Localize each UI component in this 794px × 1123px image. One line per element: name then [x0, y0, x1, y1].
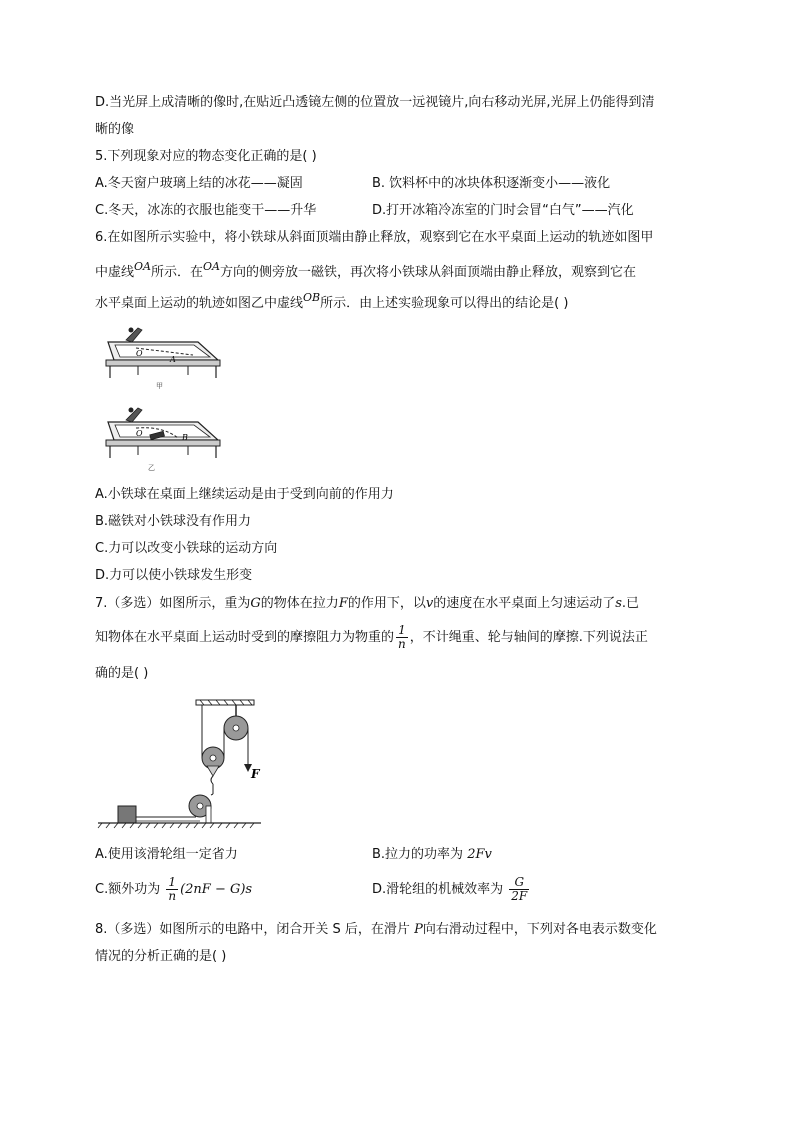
fraction-1-over-n: $\frac{1}{n}$ [398, 623, 406, 651]
q5-option-a[interactable]: A.冬天窗户玻璃上结的冰花——凝固 [95, 176, 303, 191]
q8-stem-line1: 8.（多选）如图所示的电路中，闭合开关 S 后，在滑片 P向右滑动过程中，下列对各电表示数变化 [95, 922, 657, 937]
label-o: O [136, 349, 143, 358]
q7-option-a[interactable]: A.使用该滑轮组一定省力 [95, 847, 238, 862]
label-f: F [251, 767, 260, 781]
q5-stem: 5.下列现象对应的物态变化正确的是( ) [95, 149, 317, 164]
q5-option-b[interactable]: B. 饮料杯中的冰块体积逐渐变小——液化 [372, 176, 611, 191]
ob-label: OB [303, 291, 321, 304]
q6-option-d[interactable]: D.力可以使小铁球发生形变 [95, 568, 253, 583]
fraction-g-over-2f: $\frac{G}{2F}$ [511, 875, 528, 903]
q7-option-b[interactable]: B.拉力的功率为 2Fv [372, 847, 492, 862]
q6-figure [98, 320, 223, 480]
q8-stem-line2: 情况的分析正确的是( ) [95, 949, 227, 964]
label-b: B [182, 433, 188, 442]
q5-option-d[interactable]: D.打开冰箱冷冻室的门时会冒“白气”——汽化 [372, 203, 634, 218]
q6-stem-line1: 6.在如图所示实验中，将小铁球从斜面顶端由静止释放，观察到它在水平桌面上运动的轨迹如图甲 [95, 230, 654, 245]
q7-pulley-figure [96, 698, 266, 830]
q6-option-b[interactable]: B.磁铁对小铁球没有作用力 [95, 514, 252, 529]
label-o: O [136, 429, 143, 438]
q6-option-a[interactable]: A.小铁球在桌面上继续运动是由于受到向前的作用力 [95, 487, 394, 502]
q7-stem-line3: 确的是( ) [95, 666, 149, 681]
label-yi: 乙 [148, 464, 155, 472]
q6-stem-line2: 中虚线$^{OA}$所示．在$^{OA}$方向的侧旁放一磁铁，再次将小铁球从斜面顶端由静止释放，观察到它在 [95, 260, 636, 280]
q7-stem-line1: 7.（多选）如图所示，重为G的物体在拉力F的作用下，以v的速度在水平桌面上匀速运动了s.已 [95, 596, 640, 611]
label-jia: 甲 [156, 382, 163, 390]
fraction-1-over-n: $\frac{1}{n}$ [168, 875, 177, 903]
q7-option-d[interactable]: D.滑轮组的机械效率为 $\frac{G}{2F}$ [372, 875, 528, 903]
table-figure-jia [106, 328, 220, 391]
q6-stem-line3: 水平桌面上运动的轨迹如图乙中虚线$^{OB}$所示．由上述实验现象可以得出的结论是( ) [95, 291, 569, 311]
block-icon [118, 806, 136, 823]
q7-stem-line2: 知物体在水平桌面上运动时受到的摩擦阻力为物重的 $\frac{1}{n}$ ，不计绳重、轮与轴间的摩擦.下列说法正 [95, 623, 648, 651]
oa-label: OA [203, 260, 220, 273]
q7-option-c[interactable]: C.额外功为 $\frac{1}{n}$ (2nF − G)s [95, 875, 253, 903]
oa-label: OA [134, 260, 151, 273]
q5-option-c[interactable]: C.冬天，冰冻的衣服也能变干——升华 [95, 203, 317, 218]
q4-option-d-line1: D.当光屏上成清晰的像时,在贴近凸透镜左侧的位置放一远视镜片,向右移动光屏,光屏上仍能得到清 [95, 95, 655, 110]
q6-option-c[interactable]: C.力可以改变小铁球的运动方向 [95, 541, 278, 556]
label-a: A [170, 355, 176, 364]
table-figure-yi [106, 408, 220, 473]
q4-option-d-line2: 晰的像 [95, 122, 135, 137]
